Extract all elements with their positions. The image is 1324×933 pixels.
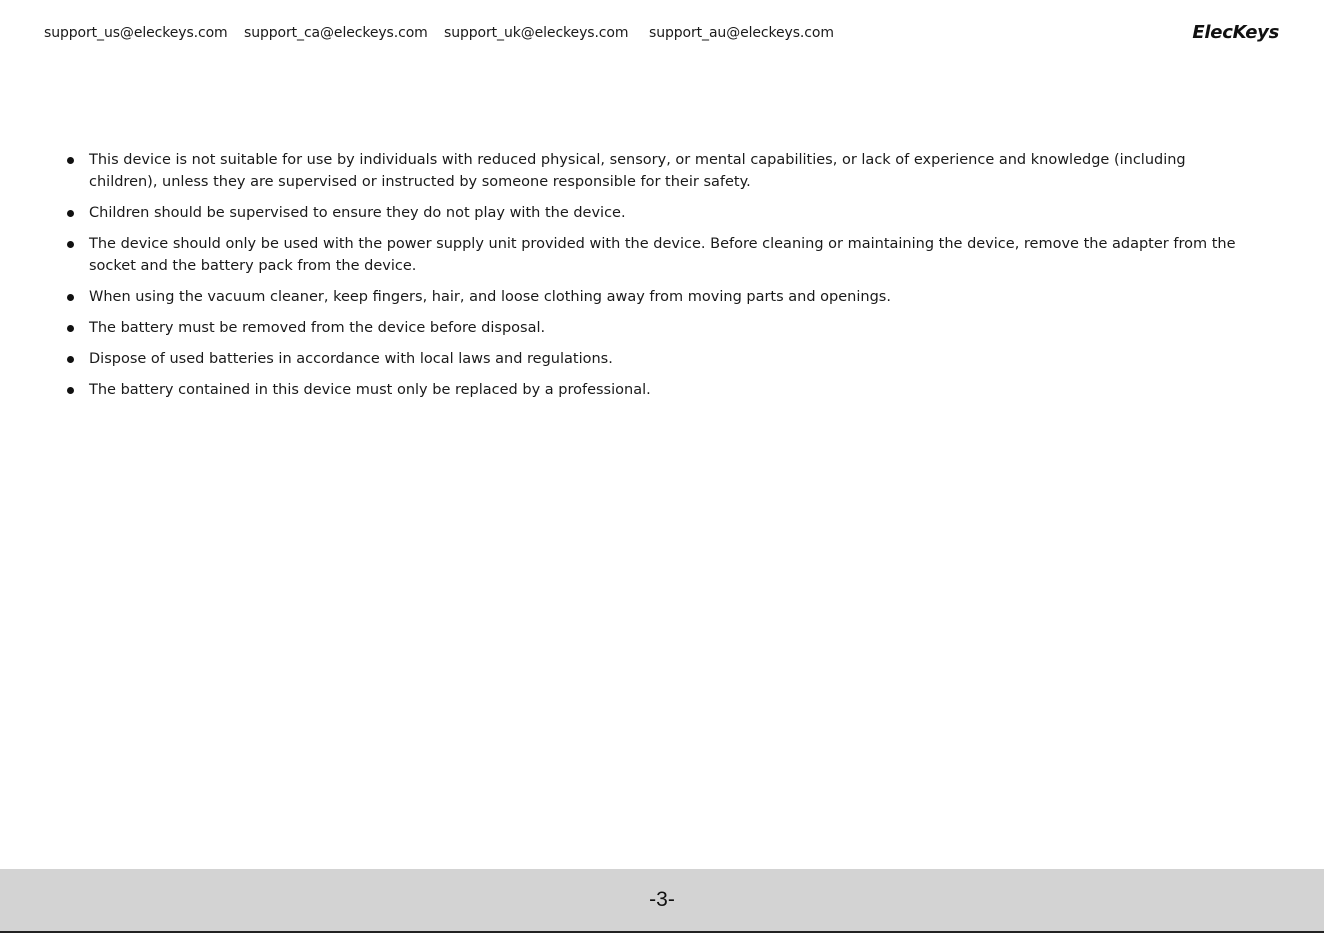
- list-item-text: When using the vacuum cleaner, keep fingers, hair, and loose clothing away from moving parts and openings.: [89, 289, 891, 305]
- list-item-text: Children should be supervised to ensure they do not play with the device.: [89, 205, 626, 221]
- support-email-us[interactable]: support_us@eleckeys.com: [44, 25, 228, 41]
- page-number: -3-: [649, 888, 675, 911]
- safety-list: [0, 149, 1324, 401]
- list-item-text: Dispose of used batteries in accordance with local laws and regulations.: [89, 351, 613, 367]
- list-item: [0, 286, 1324, 308]
- support-email-ca[interactable]: support_ca@eleckeys.com: [244, 25, 428, 41]
- bullet-icon: [67, 210, 74, 217]
- bullet-icon: [67, 294, 74, 301]
- bullet-icon: [67, 325, 74, 332]
- list-item-text: The battery contained in this device must only be replaced by a professional.: [89, 382, 651, 398]
- list-item-text: The device should only be used with the power supply unit provided with the device. Before cleaning or maintaining the device, remove the adapter from the socket and the battery pack from the device.: [89, 236, 1236, 274]
- bullet-icon: [67, 157, 74, 164]
- list-item-text: This device is not suitable for use by individuals with reduced physical, sensory, or mental capabilities, or lack of experience and knowledge (including children), unless they are supervised or instructed by someone responsible for their safety.: [89, 152, 1186, 190]
- support-email-au[interactable]: support_au@eleckeys.com: [649, 25, 834, 41]
- list-item: [0, 233, 1324, 277]
- list-item: [0, 379, 1324, 401]
- list-item-text: The battery must be removed from the device before disposal.: [89, 320, 546, 336]
- bullet-icon: [67, 387, 74, 394]
- page-footer: [0, 869, 1324, 933]
- list-item: [0, 348, 1324, 370]
- page-header: [0, 0, 1324, 68]
- list-item: [0, 149, 1324, 193]
- list-item: [0, 317, 1324, 339]
- bullet-icon: [67, 356, 74, 363]
- bullet-icon: [67, 241, 74, 248]
- list-item: [0, 202, 1324, 224]
- brand-logo: ElecKeys: [1192, 22, 1279, 43]
- safety-instructions: [0, 149, 1324, 410]
- support-email-uk[interactable]: support_uk@eleckeys.com: [444, 25, 629, 41]
